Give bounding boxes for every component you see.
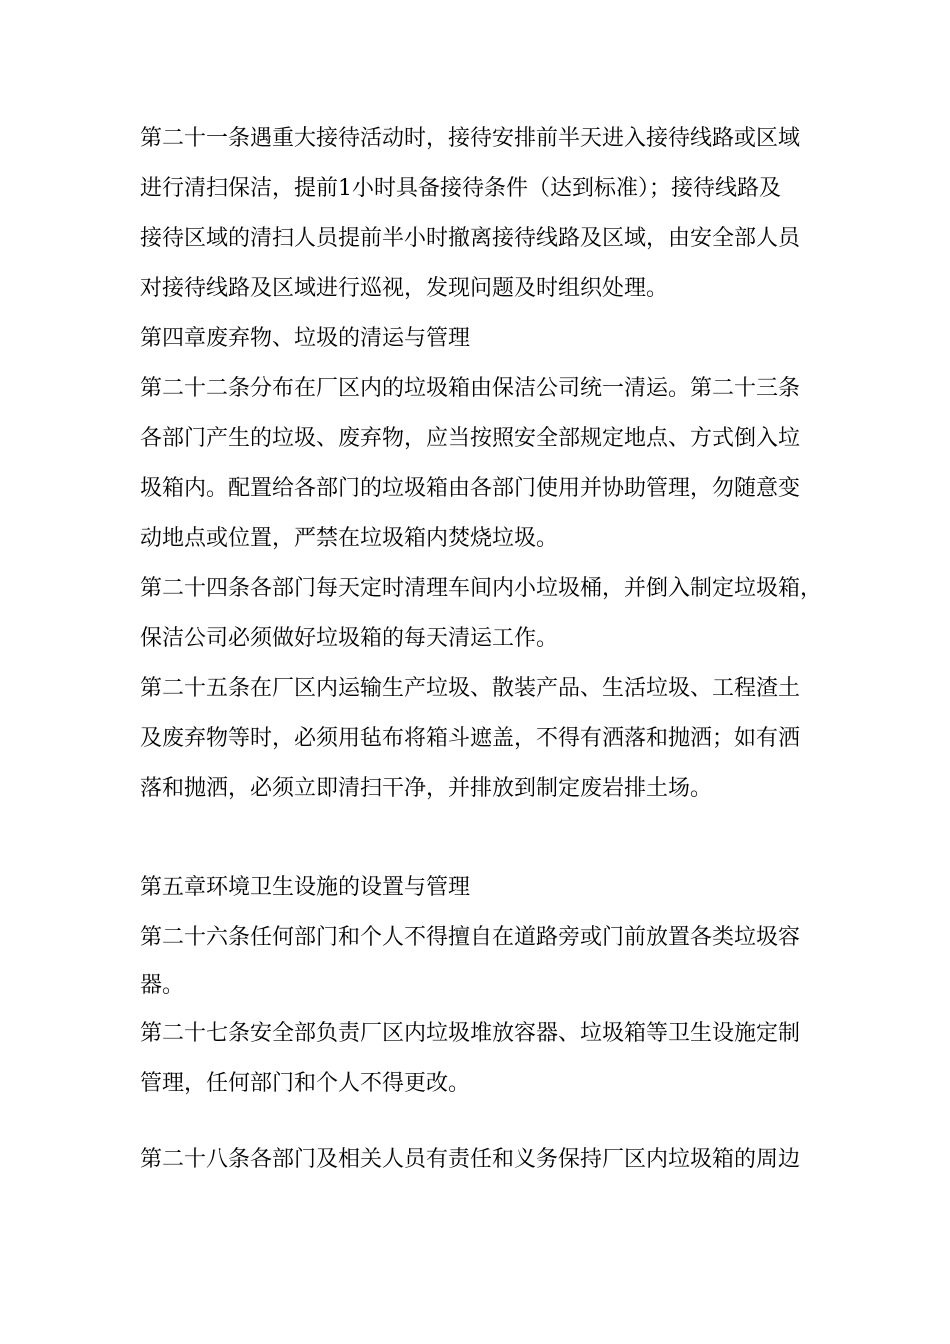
article-21-line-1: 第二十一条遇重大接待活动时，接待安排前半天进入接待线路或区域 (140, 126, 801, 151)
article-22-line-2: 各部门产生的垃圾、废弃物，应当按照安全部规定地点、方式倒入垃 (140, 426, 801, 451)
article-27-line-1: 第二十七条安全部负责厂区内垃圾堆放容器、垃圾箱等卫生设施定制 (140, 1021, 801, 1046)
article-22-line-3: 圾箱内。配置给各部门的垃圾箱由各部门使用并协助管理，勿随意变 (140, 476, 801, 501)
article-24-line-1: 第二十四条各部门每天定时清理车间内小垃圾桶，并倒入制定垃圾箱， (140, 576, 823, 601)
article-25-line-3: 落和抛洒，必须立即清扫干净，并排放到制定废岩排土场。 (140, 776, 713, 801)
article-25-line-2: 及废弃物等时，必须用毡布将箱斗遮盖，不得有洒落和抛洒；如有洒 (140, 726, 801, 751)
article-21-line-2: 进行清扫保洁，提前1小时具备接待条件（达到标准）；接待线路及 (140, 176, 781, 201)
article-28-line-1: 第二十八条各部门及相关人员有责任和义务保持厂区内垃圾箱的周边 (140, 1147, 801, 1172)
chapter-5-heading: 第五章环境卫生设施的设置与管理 (140, 875, 471, 900)
article-26-line-2: 器。 (140, 973, 185, 998)
chapter-4-heading: 第四章废弃物、垃圾的清运与管理 (140, 326, 471, 351)
article-21-line-3: 接待区域的清扫人员提前半小时撤离接待线路及区域，由安全部人员 (140, 226, 801, 251)
article-24-line-2: 保洁公司必须做好垃圾箱的每天清运工作。 (140, 626, 559, 651)
article-25-line-1: 第二十五条在厂区内运输生产垃圾、散装产品、生活垃圾、工程渣土 (140, 676, 801, 701)
article-27-line-2: 管理，任何部门和个人不得更改。 (140, 1071, 471, 1096)
article-26-line-1: 第二十六条任何部门和个人不得擅自在道路旁或门前放置各类垃圾容 (140, 925, 801, 950)
article-22-line-4: 动地点或位置，严禁在垃圾箱内焚烧垃圾。 (140, 526, 559, 551)
article-21-line-4: 对接待线路及区域进行巡视，发现问题及时组织处理。 (140, 276, 669, 301)
article-22-line-1: 第二十二条分布在厂区内的垃圾箱由保洁公司统一清运。第二十三条 (140, 376, 801, 401)
